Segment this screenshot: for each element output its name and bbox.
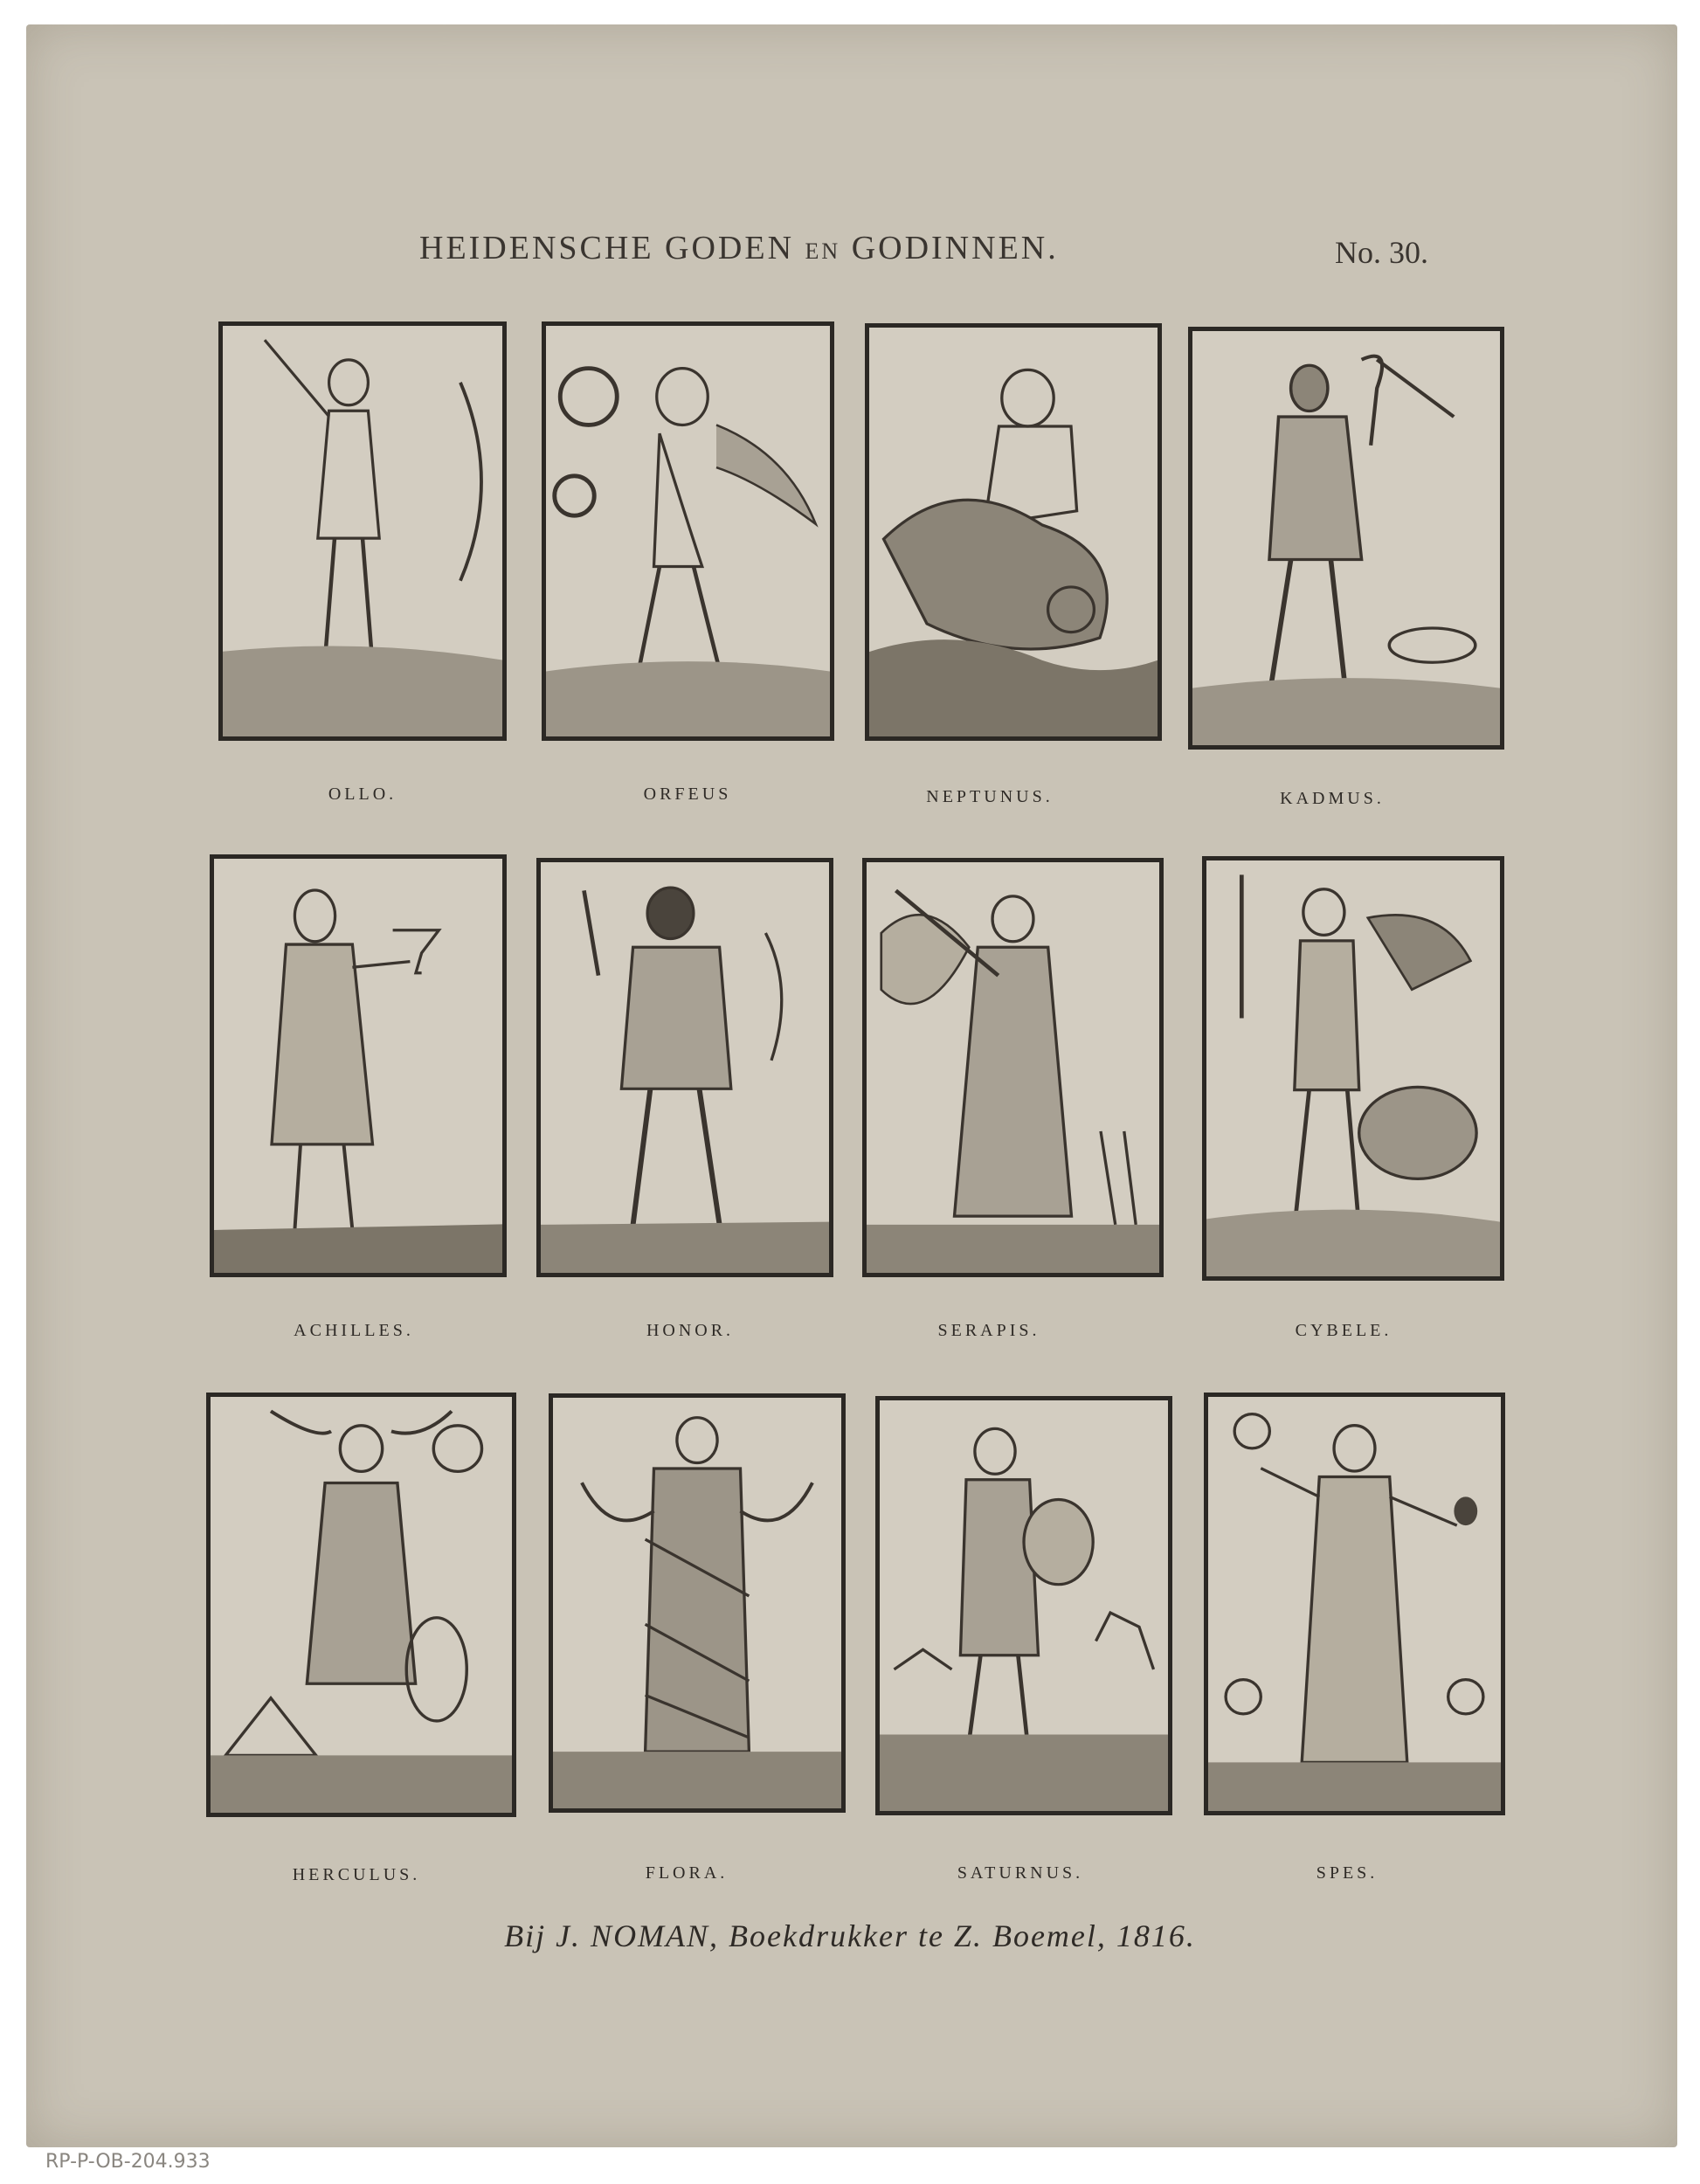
woodcut-panel-5 xyxy=(210,854,507,1277)
page-title xyxy=(419,229,1059,267)
caption-7: SERAPIS. xyxy=(937,1321,1040,1340)
caption-8: CYBELE. xyxy=(1295,1321,1392,1340)
caption-9: HERCULUS. xyxy=(292,1865,421,1884)
figure-serapis-icon xyxy=(867,862,1159,1273)
caption-5: ACHILLES. xyxy=(294,1321,414,1340)
caption-4: KADMUS. xyxy=(1280,789,1385,808)
caption-12: SPES. xyxy=(1316,1863,1379,1883)
figure-flora-with-leaves-icon xyxy=(553,1398,841,1808)
figure-dolphin-rider-icon xyxy=(869,328,1158,736)
woodcut-panel-7 xyxy=(862,858,1164,1277)
caption-2: ORFEUS xyxy=(643,784,732,804)
figure-archer-icon xyxy=(223,326,502,736)
caption-3: NEPTUNUS. xyxy=(926,787,1054,806)
figure-winged-cherub-icon xyxy=(546,326,830,736)
sheet-number: No. 30. xyxy=(1335,235,1428,270)
figure-herculus-with-globe-icon xyxy=(211,1397,512,1813)
woodcut-panel-2 xyxy=(542,321,834,741)
figure-honor-icon xyxy=(541,862,829,1273)
woodcut-panel-11 xyxy=(875,1396,1172,1815)
woodcut-panel-6 xyxy=(536,858,833,1277)
woodcut-panel-3 xyxy=(865,323,1162,741)
caption-6: HONOR. xyxy=(646,1321,735,1340)
figure-woman-with-chalice-icon xyxy=(214,859,502,1273)
figure-spes-with-bird-icon xyxy=(1208,1397,1501,1811)
figure-saturnus-with-child-icon xyxy=(880,1400,1168,1811)
woodcut-panel-1 xyxy=(218,321,507,741)
inventory-number: RP-P-OB-204.933 xyxy=(45,2151,211,2173)
figure-cybele-with-lion-icon xyxy=(1206,860,1500,1276)
caption-10: FLORA. xyxy=(645,1863,729,1883)
printer-imprint: Bij J. NOMAN, Boekdrukker te Z. Boemel, 1816. xyxy=(504,1918,1196,1953)
title-conjunction: EN xyxy=(805,238,841,264)
caption-11: SATURNUS. xyxy=(957,1863,1084,1883)
figure-kadmus-with-bird-icon xyxy=(1192,331,1500,745)
title-main: HEIDENSCHE GODEN xyxy=(419,230,795,266)
woodcut-panel-4 xyxy=(1188,327,1504,750)
caption-1: OLLO. xyxy=(328,784,397,804)
woodcut-panel-10 xyxy=(549,1393,846,1813)
woodcut-panel-12 xyxy=(1204,1393,1505,1815)
title-end: GODINNEN. xyxy=(851,230,1059,266)
woodcut-panel-9 xyxy=(206,1393,516,1817)
woodcut-panel-8 xyxy=(1202,856,1504,1281)
